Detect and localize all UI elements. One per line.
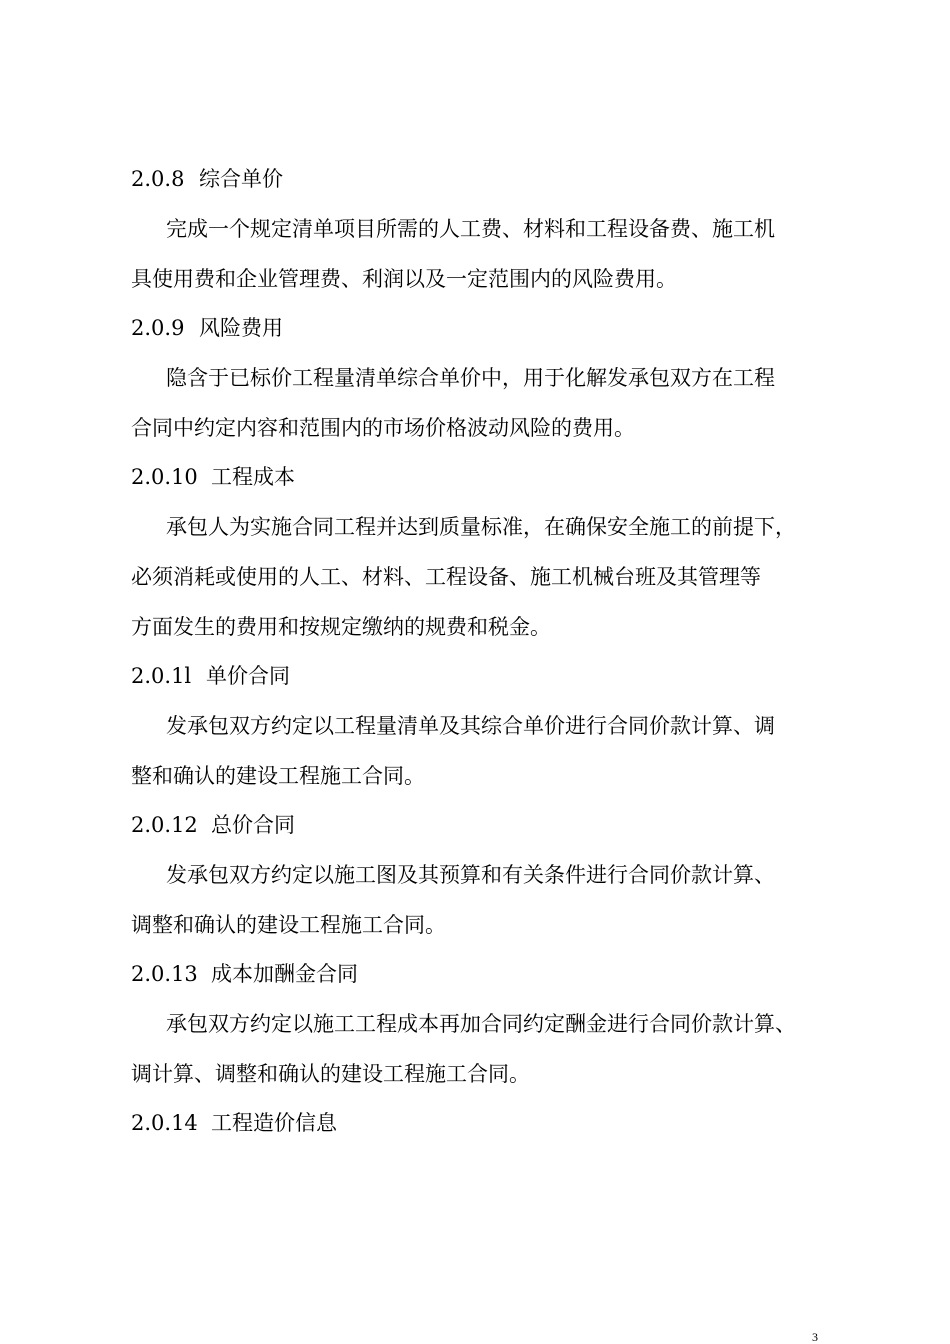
section-number: 2.0.10	[131, 465, 198, 489]
paragraph-line: 发承包双方约定以施工图及其预算和有关条件进行合同价款计算、	[166, 863, 775, 887]
section-number: 2.0.12	[131, 813, 198, 837]
section-number: 2.0.1l	[131, 664, 192, 688]
paragraph-line: 发承包双方约定以工程量清单及其综合单价进行合同价款计算、调	[166, 714, 775, 738]
section-title: 成本加酬金合同	[211, 962, 358, 986]
section-number: 2.0.9	[131, 316, 185, 340]
section-heading-2-0-11	[131, 661, 290, 691]
page-number: 3	[812, 1330, 818, 1344]
paragraph-line: 必须消耗或使用的人工、材料、工程设备、施工机械台班及其管理等	[131, 565, 761, 589]
section-title: 工程造价信息	[211, 1111, 337, 1135]
section-title: 综合单价	[199, 167, 283, 191]
section-title: 总价合同	[211, 813, 295, 837]
paragraph-line: 整和确认的建设工程施工合同。	[131, 764, 425, 788]
section-heading-2-0-13	[131, 959, 358, 989]
paragraph-line: 合同中约定内容和范围内的市场价格波动风险的费用。	[131, 416, 635, 440]
section-heading-2-0-14	[131, 1108, 337, 1138]
paragraph-line: 隐含于已标价工程量清单综合单价中，用于化解发承包双方在工程	[166, 366, 775, 390]
section-number: 2.0.13	[131, 962, 198, 986]
section-heading-2-0-9	[131, 313, 283, 343]
section-title: 单价合同	[206, 664, 290, 688]
section-heading-2-0-8	[131, 164, 283, 194]
paragraph-line: 方面发生的费用和按规定缴纳的规费和税金。	[131, 615, 551, 639]
paragraph-line: 承包人为实施合同工程并达到质量标准，在确保安全施工的前提下，	[166, 515, 796, 539]
section-title: 工程成本	[211, 465, 295, 489]
paragraph-line: 调整和确认的建设工程施工合同。	[131, 913, 446, 937]
paragraph-line: 调计算、调整和确认的建设工程施工合同。	[131, 1062, 530, 1086]
section-title: 风险费用	[199, 316, 283, 340]
paragraph-line: 完成一个规定清单项目所需的人工费、材料和工程设备费、施工机	[166, 217, 775, 241]
section-heading-2-0-12	[131, 810, 295, 840]
section-number: 2.0.14	[131, 1111, 198, 1135]
section-heading-2-0-10	[131, 462, 295, 492]
paragraph-line: 具使用费和企业管理费、利润以及一定范围内的风险费用。	[131, 267, 677, 291]
paragraph-line: 承包双方约定以施工工程成本再加合同约定酬金进行合同价款计算、	[166, 1012, 796, 1036]
section-number: 2.0.8	[131, 167, 185, 191]
